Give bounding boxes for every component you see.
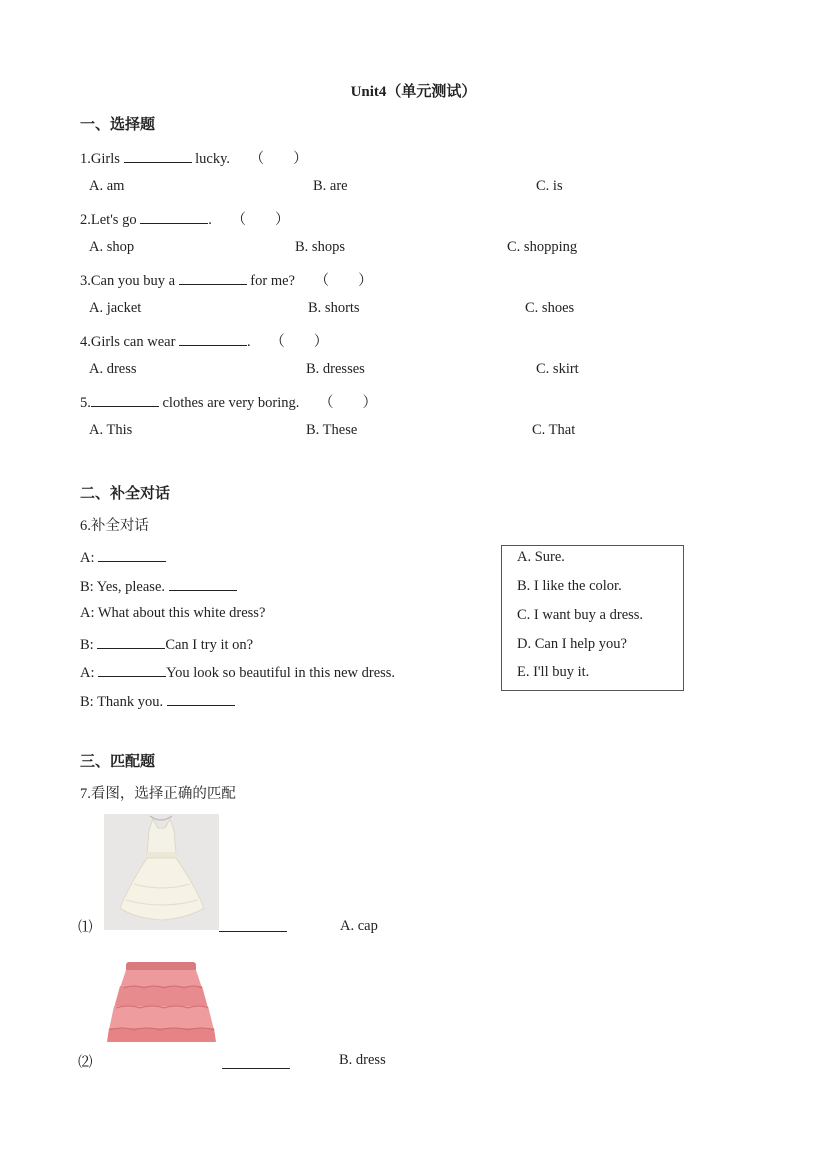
dialog-speaker: A:: [80, 665, 95, 681]
question-5: [80, 391, 377, 412]
dialog-text: Can I try it on?: [165, 637, 254, 653]
q4-pre: 4.Girls can wear: [80, 334, 176, 350]
section1-heading: 一、选择题: [80, 117, 156, 133]
dialog-line-2: [80, 576, 237, 596]
q2-blank[interactable]: [140, 209, 208, 224]
q5-option-c[interactable]: C. That: [532, 422, 576, 438]
dialog-speaker: B:: [80, 579, 94, 595]
q2-option-b[interactable]: B. shops: [295, 239, 345, 255]
dialog-line-1: [80, 547, 166, 567]
q5-blank[interactable]: [91, 392, 159, 407]
dialog-speaker: A:: [80, 550, 95, 566]
question-2: [80, 208, 289, 229]
q2-option-a[interactable]: A. shop: [89, 239, 135, 255]
q1-option-c[interactable]: C. is: [536, 178, 563, 194]
q3-option-c[interactable]: C. shoes: [525, 300, 575, 316]
dress-icon: [104, 814, 219, 930]
match-num-1: ⑴: [78, 920, 93, 936]
section2-heading: 二、补全对话: [80, 486, 171, 502]
choice-e[interactable]: E. I'll buy it.: [517, 664, 590, 680]
q5-option-a[interactable]: A. This: [89, 422, 133, 438]
q1-option-a[interactable]: A. am: [89, 178, 125, 194]
dialog-speaker: B:: [80, 694, 94, 710]
q2-answer-paren[interactable]: （ ）: [231, 212, 290, 228]
q3-answer-paren[interactable]: （ ）: [314, 273, 373, 289]
dialog-blank-5[interactable]: [167, 691, 235, 706]
q2-post: .: [208, 212, 212, 228]
q3-blank[interactable]: [179, 270, 247, 285]
q1-post: lucky.: [195, 151, 231, 167]
q5-answer-paren[interactable]: （ ）: [319, 395, 378, 411]
dialog-text: Thank you.: [97, 694, 164, 710]
q3-option-a[interactable]: A. jacket: [89, 300, 142, 316]
dialog-blank-1[interactable]: [98, 547, 166, 562]
dialog-text: Yes, please.: [96, 579, 165, 595]
white-dress-image: [104, 814, 219, 930]
q4-blank[interactable]: [179, 331, 247, 346]
choice-b[interactable]: B. I like the color.: [517, 578, 622, 594]
dialog-text: You look so beautiful in this new dress.: [166, 665, 396, 681]
question-4: [80, 330, 328, 351]
q1-option-b[interactable]: B. are: [313, 178, 348, 194]
q5-post: clothes are very boring.: [162, 395, 300, 411]
match-blank-1[interactable]: [219, 931, 287, 932]
q3-pre: 3.Can you buy a: [80, 273, 176, 289]
q2-option-c[interactable]: C. shopping: [507, 239, 578, 255]
q4-option-a[interactable]: A. dress: [89, 361, 137, 377]
pink-skirt-image: [104, 958, 219, 1048]
q2-pre: 2.Let's go: [80, 212, 137, 228]
page-title: Unit4（单元测试）: [350, 84, 477, 100]
q4-option-c[interactable]: C. skirt: [536, 361, 579, 377]
q4-option-b[interactable]: B. dresses: [306, 361, 365, 377]
dialog-line-3: [80, 605, 265, 622]
dialog-speaker: A:: [80, 605, 95, 621]
question-1: [80, 147, 308, 168]
question-3: [80, 269, 373, 290]
dialog-line-6: [80, 691, 235, 711]
choice-c[interactable]: C. I want buy a dress.: [517, 607, 644, 623]
q1-pre: 1.Girls: [80, 151, 120, 167]
question-7: 7.看图，选择正确的匹配: [80, 786, 236, 802]
skirt-icon: [104, 958, 219, 1048]
section3-heading: 三、匹配题: [80, 754, 156, 770]
match-num-2: ⑵: [78, 1055, 93, 1071]
q3-option-b[interactable]: B. shorts: [308, 300, 360, 316]
dialog-text: What about this white dress?: [97, 605, 266, 621]
q5-option-b[interactable]: B. These: [306, 422, 358, 438]
q3-post: for me?: [250, 273, 295, 289]
match-option-b: B. dress: [339, 1052, 386, 1068]
dialog-blank-4[interactable]: [98, 662, 166, 677]
q1-blank[interactable]: [124, 148, 192, 163]
q5-pre: 5.: [80, 395, 91, 411]
q1-answer-paren[interactable]: （ ）: [249, 151, 308, 167]
choice-a[interactable]: A. Sure.: [517, 549, 565, 565]
dialog-speaker: B:: [80, 637, 94, 653]
match-option-a: A. cap: [340, 918, 378, 934]
q4-answer-paren[interactable]: （ ）: [270, 334, 329, 350]
dialog-line-5: [80, 662, 395, 682]
match-blank-2[interactable]: [222, 1068, 290, 1069]
question-6: 6.补全对话: [80, 518, 149, 534]
dialog-blank-2[interactable]: [169, 576, 237, 591]
dialog-line-4: [80, 634, 253, 654]
choice-box: [501, 545, 684, 691]
dialog-blank-3[interactable]: [97, 634, 165, 649]
q4-post: .: [247, 334, 251, 350]
choice-d[interactable]: D. Can I help you?: [517, 636, 627, 652]
